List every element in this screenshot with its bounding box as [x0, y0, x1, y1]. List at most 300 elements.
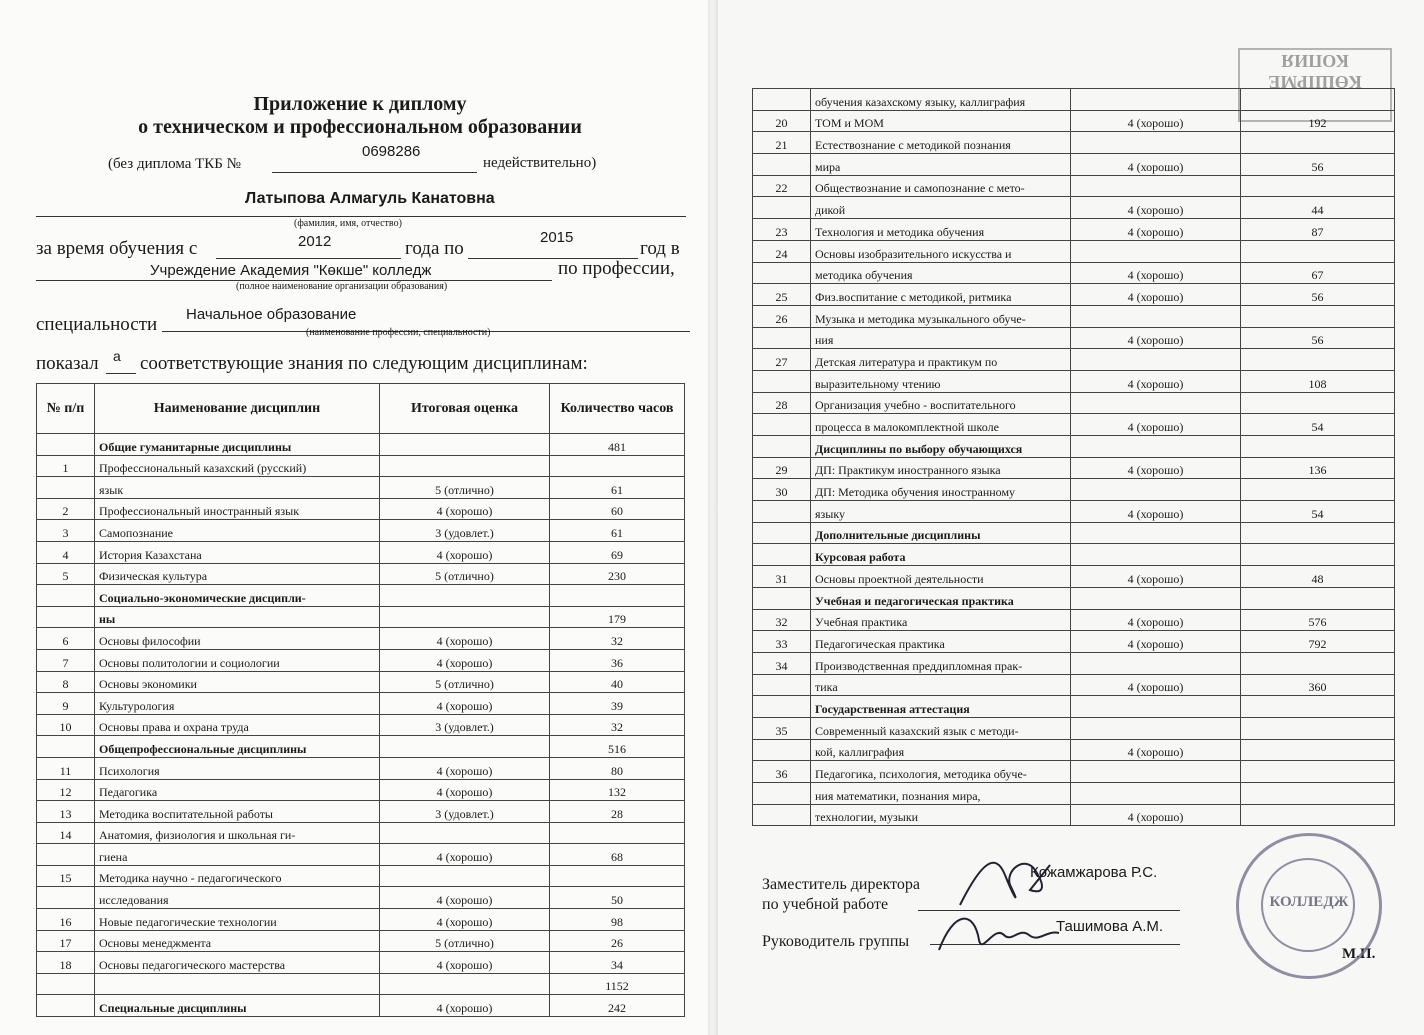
table-row — [37, 930, 685, 952]
discipline-name: Производственная преддипломная прак- — [811, 652, 1071, 674]
final-grade: 5 (отлично) — [380, 563, 550, 585]
discipline-name: Основы экономики — [95, 671, 380, 693]
period-prefix: за время обучения с — [36, 238, 198, 259]
final-grade — [1071, 240, 1241, 262]
row-number: 18 — [37, 952, 95, 974]
hours-count — [1241, 349, 1395, 371]
table-row — [753, 783, 1395, 805]
hours-count: 32 — [550, 628, 685, 650]
discipline-name: Музыка и методика музыкального обуче- — [811, 305, 1071, 327]
hours-count: 87 — [1241, 219, 1395, 241]
row-number — [37, 585, 95, 607]
copy-stamp-text: КӨШІРМЕ КОПИЯ — [1268, 51, 1362, 92]
row-number: 3 — [37, 520, 95, 542]
hours-count: 60 — [550, 498, 685, 520]
row-number: 23 — [753, 219, 811, 241]
final-grade — [1071, 761, 1241, 783]
showed-gender-line — [106, 373, 136, 374]
discipline-name: Анатомия, физиология и школьная ги- — [95, 822, 380, 844]
final-grade: 4 (хорошо) — [1071, 197, 1241, 219]
discipline-name: Общие гуманитарные дисциплины — [95, 434, 380, 456]
row-number: 11 — [37, 757, 95, 779]
discipline-name: Детская литература и практикум по — [811, 349, 1071, 371]
discipline-name: ны — [95, 606, 380, 628]
hours-count — [1241, 89, 1395, 111]
final-grade: 3 (удовлет.) — [380, 714, 550, 736]
table-row — [753, 175, 1395, 197]
final-grade — [1071, 479, 1241, 501]
discipline-name: Физ.воспитание с методикой, ритмика — [811, 284, 1071, 306]
table-row — [753, 566, 1395, 588]
hours-count: 360 — [1241, 674, 1395, 696]
table-row — [37, 736, 685, 758]
hours-count: 69 — [550, 541, 685, 563]
without-diploma-prefix: (без диплома ТКБ № — [108, 156, 241, 172]
college-seal-text: КОЛЛЕДЖ — [1269, 894, 1349, 910]
discipline-name: технологии, музыки — [811, 804, 1071, 826]
discipline-name: дикой — [811, 197, 1071, 219]
diploma-number-line — [272, 172, 477, 173]
final-grade: 4 (хорошо) — [1071, 219, 1241, 241]
deputy-label-2: по учебной работе — [762, 896, 889, 913]
hours-count — [1241, 717, 1395, 739]
discipline-name: Государственная аттестация — [811, 696, 1071, 718]
hours-count: 179 — [550, 606, 685, 628]
final-grade: 4 (хорошо) — [380, 649, 550, 671]
final-grade — [380, 585, 550, 607]
row-number: 4 — [37, 541, 95, 563]
hours-count: 242 — [550, 995, 685, 1017]
row-number: 36 — [753, 761, 811, 783]
final-grade — [380, 606, 550, 628]
discipline-name: язык — [95, 477, 380, 499]
discipline-name — [95, 973, 380, 995]
table-row — [753, 305, 1395, 327]
row-number — [753, 89, 811, 111]
final-grade: 4 (хорошо) — [1071, 457, 1241, 479]
hours-count: 61 — [550, 477, 685, 499]
discipline-name: обучения казахскому языку, каллиграфия — [811, 89, 1071, 111]
row-number: 28 — [753, 392, 811, 414]
hours-count — [1241, 761, 1395, 783]
table-row — [753, 804, 1395, 826]
row-number — [753, 154, 811, 176]
final-grade: 4 (хорошо) — [1071, 501, 1241, 523]
row-number — [753, 804, 811, 826]
discipline-name: методика обучения — [811, 262, 1071, 284]
table-row — [753, 110, 1395, 132]
hours-count: 136 — [1241, 457, 1395, 479]
final-grade: 4 (хорошо) — [1071, 739, 1241, 761]
final-grade — [1071, 175, 1241, 197]
group-signature — [934, 905, 1064, 965]
final-grade: 4 (хорошо) — [380, 995, 550, 1017]
specialty-value: Начальное образование — [186, 306, 357, 323]
hours-count — [1241, 240, 1395, 262]
final-grade: 4 (хорошо) — [380, 887, 550, 909]
row-number — [753, 436, 811, 458]
row-number — [753, 370, 811, 392]
final-grade: 4 (хорошо) — [380, 693, 550, 715]
hours-count — [1241, 479, 1395, 501]
table-row — [37, 757, 685, 779]
final-grade — [1071, 544, 1241, 566]
discipline-name: История Казахстана — [95, 541, 380, 563]
institution-name: Учреждение Академия "Көкше" колледж — [150, 262, 432, 279]
table-row — [753, 89, 1395, 111]
hours-count — [1241, 587, 1395, 609]
row-number — [37, 477, 95, 499]
final-grade: 4 (хорошо) — [380, 779, 550, 801]
hours-count: 34 — [550, 952, 685, 974]
row-number — [753, 783, 811, 805]
discipline-name: ния — [811, 327, 1071, 349]
table-row — [37, 606, 685, 628]
discipline-name: Специальные дисциплины — [95, 995, 380, 1017]
row-number: 1 — [37, 455, 95, 477]
page-fold — [708, 0, 718, 1035]
row-number: 2 — [37, 498, 95, 520]
final-grade — [1071, 522, 1241, 544]
hours-count — [1241, 783, 1395, 805]
specialty-caption: (наименование профессии, специальности) — [306, 327, 491, 338]
showed-text: соответствующие знания по следующим дисциплинам: — [140, 353, 588, 374]
row-number: 8 — [37, 671, 95, 693]
discipline-name: Курсовая работа — [811, 544, 1071, 566]
table-row — [753, 370, 1395, 392]
showed-prefix: показал — [36, 353, 99, 374]
row-number: 24 — [753, 240, 811, 262]
table-row — [753, 501, 1395, 523]
without-diploma-suffix: недействительно) — [483, 155, 597, 171]
hours-count: 54 — [1241, 414, 1395, 436]
final-grade — [1071, 652, 1241, 674]
year-to: 2015 — [540, 229, 574, 246]
table-row — [753, 457, 1395, 479]
table-row — [753, 479, 1395, 501]
final-grade — [1071, 349, 1241, 371]
discipline-name: Основы изобразительного искусства и — [811, 240, 1071, 262]
doc-title-line-1: Приложение к диплому — [253, 93, 467, 115]
student-name-caption: (фамилия, имя, отчество) — [294, 218, 402, 229]
table-row — [753, 219, 1395, 241]
table-row — [753, 154, 1395, 176]
discipline-name: Профессиональный иностранный язык — [95, 498, 380, 520]
hours-count — [550, 585, 685, 607]
discipline-name: Основы педагогического мастерства — [95, 952, 380, 974]
final-grade: 3 (удовлет.) — [380, 520, 550, 542]
hours-count — [550, 822, 685, 844]
row-number — [37, 887, 95, 909]
discipline-name: Психология — [95, 757, 380, 779]
row-number — [753, 197, 811, 219]
discipline-name: Учебная и педагогическая практика — [811, 587, 1071, 609]
hours-count: 54 — [1241, 501, 1395, 523]
table-row — [37, 822, 685, 844]
row-number — [753, 522, 811, 544]
final-grade: 4 (хорошо) — [1071, 609, 1241, 631]
row-number — [753, 327, 811, 349]
row-number — [753, 696, 811, 718]
hours-count: 40 — [550, 671, 685, 693]
hours-count: 792 — [1241, 631, 1395, 653]
row-number — [753, 414, 811, 436]
seal-place-label: М.П. — [1342, 946, 1376, 962]
table-row — [37, 693, 685, 715]
table-row — [753, 132, 1395, 154]
row-number: 20 — [753, 110, 811, 132]
discipline-name: языку — [811, 501, 1071, 523]
final-grade — [1071, 587, 1241, 609]
row-number — [37, 973, 95, 995]
hours-count: 36 — [550, 649, 685, 671]
final-grade — [1071, 783, 1241, 805]
discipline-name: Методика научно - педагогического — [95, 865, 380, 887]
table-row — [37, 455, 685, 477]
hours-count: 39 — [550, 693, 685, 715]
row-number: 16 — [37, 909, 95, 931]
row-number: 13 — [37, 801, 95, 823]
final-grade: 4 (хорошо) — [1071, 370, 1241, 392]
table-row — [753, 761, 1395, 783]
table-row — [753, 284, 1395, 306]
hours-count: 108 — [1241, 370, 1395, 392]
table-row — [37, 952, 685, 974]
row-number — [753, 739, 811, 761]
table-row — [753, 696, 1395, 718]
final-grade: 4 (хорошо) — [1071, 284, 1241, 306]
row-number: 29 — [753, 457, 811, 479]
table-row — [37, 563, 685, 585]
discipline-name: кой, каллиграфия — [811, 739, 1071, 761]
table-row — [37, 844, 685, 866]
table-row — [753, 587, 1395, 609]
final-grade: 4 (хорошо) — [380, 541, 550, 563]
hours-count — [1241, 175, 1395, 197]
final-grade — [380, 865, 550, 887]
discipline-name: Дополнительные дисциплины — [811, 522, 1071, 544]
row-number: 31 — [753, 566, 811, 588]
hours-count: 230 — [550, 563, 685, 585]
discipline-name: гиена — [95, 844, 380, 866]
hours-count: 132 — [550, 779, 685, 801]
hours-count: 48 — [1241, 566, 1395, 588]
student-name: Латыпова Алмагуль Канатовна — [245, 190, 495, 207]
year-from: 2012 — [298, 233, 332, 250]
table-row — [37, 887, 685, 909]
discipline-name: ДП: Практикум иностранного языка — [811, 457, 1071, 479]
table-row — [37, 973, 685, 995]
college-seal — [1236, 833, 1382, 979]
row-number: 14 — [37, 822, 95, 844]
showed-gender-letter: а — [113, 348, 121, 364]
hours-count — [1241, 544, 1395, 566]
row-number: 33 — [753, 631, 811, 653]
final-grade — [1071, 696, 1241, 718]
final-grade: 4 (хорошо) — [1071, 327, 1241, 349]
hours-count: 56 — [1241, 284, 1395, 306]
row-number: 21 — [753, 132, 811, 154]
row-number: 6 — [37, 628, 95, 650]
diploma-number: 0698286 — [362, 143, 421, 160]
final-grade — [380, 434, 550, 456]
discipline-name: Организация учебно - воспитательного — [811, 392, 1071, 414]
row-number: 7 — [37, 649, 95, 671]
final-grade: 4 (хорошо) — [380, 844, 550, 866]
discipline-name: выразительному чтению — [811, 370, 1071, 392]
final-grade — [1071, 392, 1241, 414]
row-number: 17 — [37, 930, 95, 952]
table-row — [753, 544, 1395, 566]
table-row — [37, 541, 685, 563]
hours-count — [1241, 739, 1395, 761]
hours-count: 56 — [1241, 154, 1395, 176]
hours-count — [550, 865, 685, 887]
final-grade: 5 (отлично) — [380, 671, 550, 693]
final-grade — [380, 973, 550, 995]
discipline-name: Общепрофессиональные дисциплины — [95, 736, 380, 758]
row-number: 34 — [753, 652, 811, 674]
row-number — [37, 844, 95, 866]
discipline-name: Естествознание с методикой познания — [811, 132, 1071, 154]
hours-count: 50 — [550, 887, 685, 909]
final-grade — [1071, 305, 1241, 327]
table-row — [37, 649, 685, 671]
row-number — [753, 501, 811, 523]
discipline-name: Основы философии — [95, 628, 380, 650]
col-header-grade: Итоговая оценка — [380, 384, 550, 434]
table-row — [753, 436, 1395, 458]
hours-count — [1241, 522, 1395, 544]
group-leader-name: Ташимова А.М. — [1056, 918, 1164, 935]
table-row — [37, 477, 685, 499]
hours-count — [1241, 436, 1395, 458]
discipline-name: Новые педагогические технологии — [95, 909, 380, 931]
specialty-label: специальности — [36, 314, 158, 335]
table-row — [753, 392, 1395, 414]
final-grade: 4 (хорошо) — [1071, 566, 1241, 588]
hours-count: 481 — [550, 434, 685, 456]
hours-count: 67 — [1241, 262, 1395, 284]
table-row — [37, 801, 685, 823]
table-row — [753, 240, 1395, 262]
discipline-name: Физическая культура — [95, 563, 380, 585]
discipline-name: мира — [811, 154, 1071, 176]
table-row — [753, 609, 1395, 631]
hours-count: 44 — [1241, 197, 1395, 219]
hours-count — [1241, 804, 1395, 826]
row-number: 35 — [753, 717, 811, 739]
table-row — [753, 631, 1395, 653]
institution-caption: (полное наименование организации образования) — [236, 281, 448, 292]
row-number — [37, 434, 95, 456]
final-grade — [380, 455, 550, 477]
discipline-name: Основы права и охрана труда — [95, 714, 380, 736]
hours-count: 192 — [1241, 110, 1395, 132]
table-row — [37, 865, 685, 887]
table-row — [753, 197, 1395, 219]
final-grade: 4 (хорошо) — [1071, 262, 1241, 284]
row-number: 15 — [37, 865, 95, 887]
right-grades-table — [752, 88, 1395, 826]
hours-count: 80 — [550, 757, 685, 779]
row-number: 5 — [37, 563, 95, 585]
final-grade — [1071, 436, 1241, 458]
discipline-name: Обществознание и самопознание с мето- — [811, 175, 1071, 197]
row-number — [753, 587, 811, 609]
final-grade — [380, 736, 550, 758]
final-grade — [1071, 717, 1241, 739]
group-leader-label: Руководитель группы — [762, 933, 910, 950]
student-name-line — [36, 216, 686, 217]
table-row — [37, 585, 685, 607]
discipline-name: Дисциплины по выбору обучающихся — [811, 436, 1071, 458]
discipline-name: ния математики, познания мира, — [811, 783, 1071, 805]
table-row — [753, 717, 1395, 739]
table-row — [753, 674, 1395, 696]
discipline-name: Профессиональный казахский (русский) — [95, 455, 380, 477]
hours-count: 576 — [1241, 609, 1395, 631]
final-grade: 4 (хорошо) — [1071, 414, 1241, 436]
col-header-hours: Количество часов — [550, 384, 685, 434]
left-grades-table — [36, 383, 685, 1017]
col-header-name: Наименование дисциплин — [95, 384, 380, 434]
year-from-line — [216, 258, 401, 259]
table-row — [37, 714, 685, 736]
final-grade: 4 (хорошо) — [380, 498, 550, 520]
hours-count: 26 — [550, 930, 685, 952]
discipline-name: Социально-экономические дисципли- — [95, 585, 380, 607]
row-number — [37, 995, 95, 1017]
row-number: 12 — [37, 779, 95, 801]
discipline-name: Основы проектной деятельности — [811, 566, 1071, 588]
discipline-name: Учебная практика — [811, 609, 1071, 631]
discipline-name: Самопознание — [95, 520, 380, 542]
discipline-name: исследования — [95, 887, 380, 909]
hours-count — [1241, 392, 1395, 414]
hours-count: 1152 — [550, 973, 685, 995]
final-grade: 4 (хорошо) — [1071, 674, 1241, 696]
hours-count — [1241, 696, 1395, 718]
table-row — [37, 671, 685, 693]
row-number: 27 — [753, 349, 811, 371]
row-number: 30 — [753, 479, 811, 501]
discipline-name: Методика воспитательной работы — [95, 801, 380, 823]
table-row — [37, 520, 685, 542]
table-row — [753, 652, 1395, 674]
discipline-name: Основы менеджмента — [95, 930, 380, 952]
final-grade: 4 (хорошо) — [380, 628, 550, 650]
doc-title-line-2: о техническом и профессиональном образовании — [138, 116, 582, 138]
final-grade: 4 (хорошо) — [1071, 154, 1241, 176]
row-number — [753, 674, 811, 696]
row-number: 32 — [753, 609, 811, 631]
final-grade: 4 (хорошо) — [380, 909, 550, 931]
final-grade: 4 (хорошо) — [1071, 110, 1241, 132]
final-grade: 4 (хорошо) — [1071, 631, 1241, 653]
hours-count — [1241, 652, 1395, 674]
table-row — [37, 434, 685, 456]
hours-count: 32 — [550, 714, 685, 736]
hours-count: 516 — [550, 736, 685, 758]
discipline-name: ДП: Методика обучения иностранному — [811, 479, 1071, 501]
hours-count: 28 — [550, 801, 685, 823]
table-row — [753, 349, 1395, 371]
table-row — [753, 262, 1395, 284]
table-row — [37, 909, 685, 931]
final-grade: 4 (хорошо) — [380, 757, 550, 779]
hours-count: 56 — [1241, 327, 1395, 349]
